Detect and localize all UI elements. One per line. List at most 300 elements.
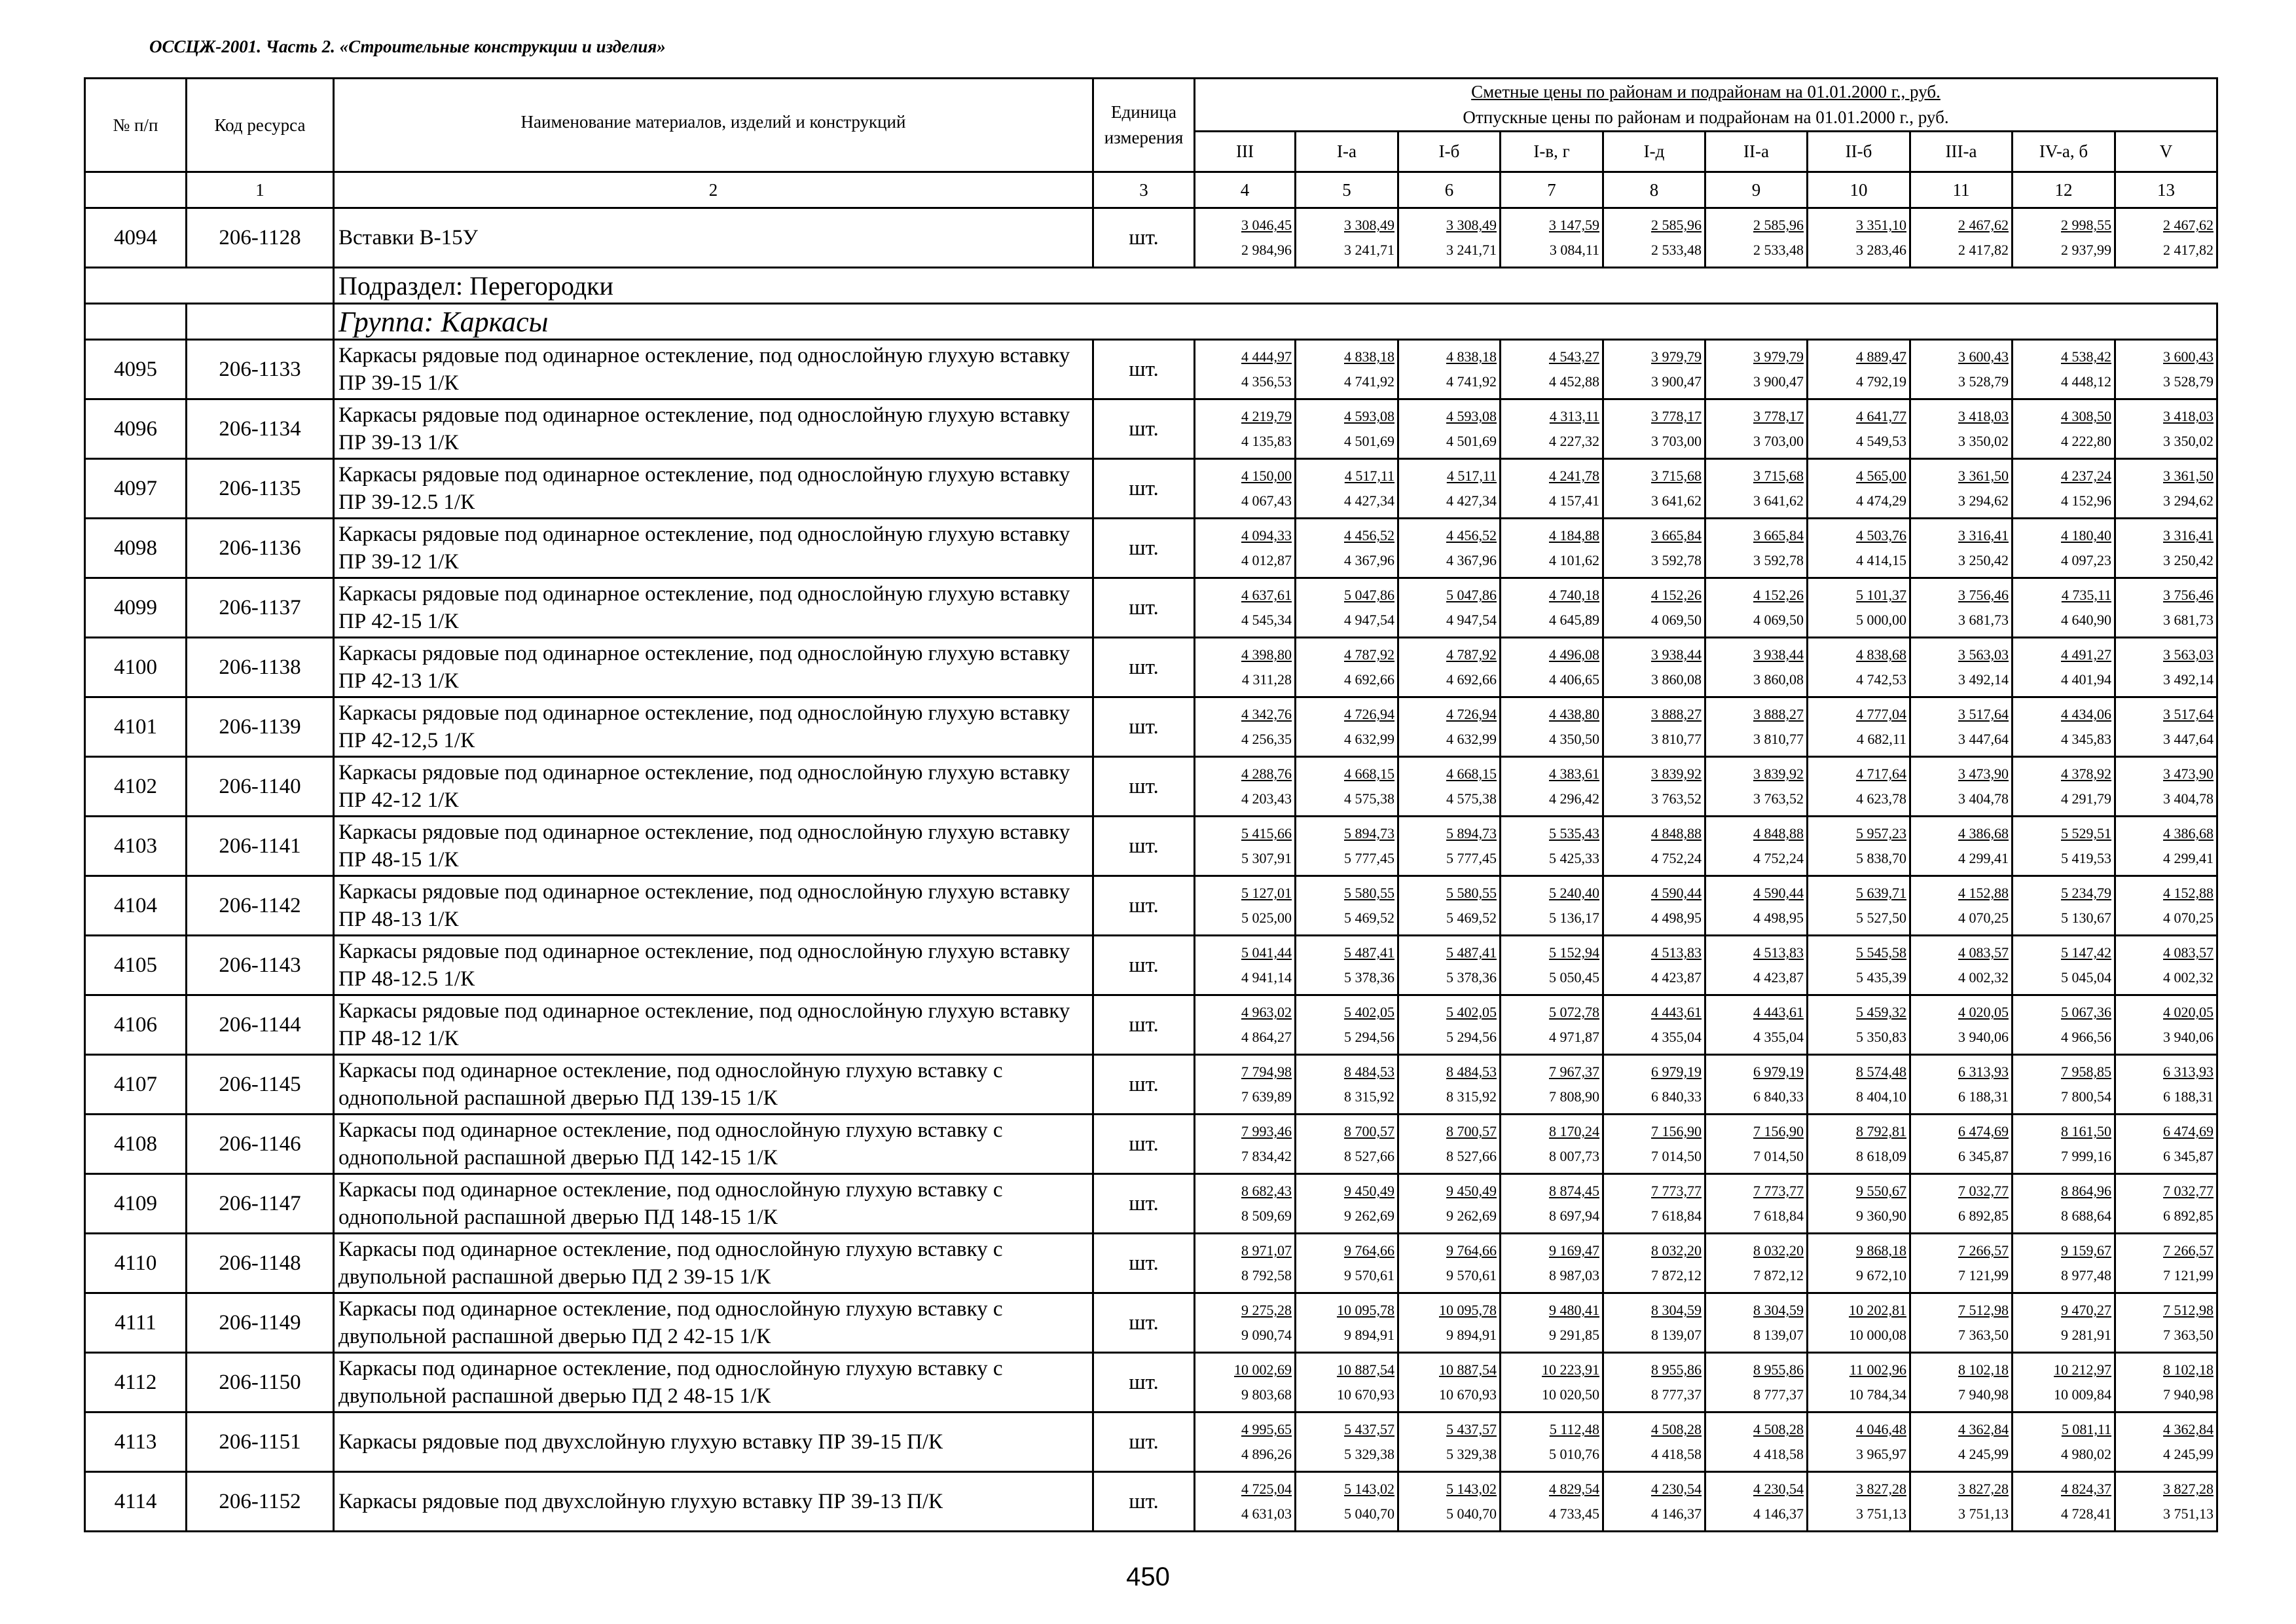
estimate-price: 5 067,36: [2061, 1004, 2111, 1021]
price-cell: [1195, 399, 1296, 459]
release-price: 5 378,36: [1344, 969, 1394, 986]
estimate-price: 5 580,55: [1344, 885, 1394, 902]
price-cell: [1808, 340, 1910, 399]
item-name: Вставки В-15У: [334, 208, 1093, 268]
row-number: 4107: [85, 1055, 187, 1115]
estimate-price: 9 159,67: [2061, 1242, 2111, 1259]
item-name: Каркасы под одинарное остекление, под однослойную глухую вставку с однопольной распашной дверью ПД 142-15 1/К: [334, 1115, 1093, 1174]
estimate-price: 4 383,61: [1549, 766, 1599, 783]
column-number: 2: [334, 172, 1093, 208]
estimate-price: 8 955,86: [1753, 1361, 1804, 1378]
price-cell: [2115, 1353, 2217, 1412]
resource-code: 206-1150: [187, 1353, 334, 1412]
estimate-price: 4 787,92: [1446, 646, 1497, 663]
estimate-price: 4 150,00: [1241, 468, 1292, 485]
price-cell: [1195, 578, 1296, 638]
price-cell: [1296, 519, 1398, 578]
price-cell: [1296, 757, 1398, 817]
price-cell: [1603, 1353, 1705, 1412]
release-price: 4 498,95: [1651, 910, 1702, 927]
estimate-price: 9 868,18: [1856, 1242, 1906, 1259]
release-price: 4 692,66: [1446, 671, 1497, 688]
estimate-price: 3 827,28: [1958, 1481, 2009, 1498]
resource-code: 206-1133: [187, 340, 334, 399]
price-cell: [1808, 1353, 1910, 1412]
release-price: 3 528,79: [1958, 373, 2009, 390]
release-price: 4 299,41: [1958, 850, 2009, 867]
release-price: 4 971,87: [1549, 1029, 1599, 1046]
estimate-price: 3 938,44: [1651, 646, 1702, 663]
estimate-price: 5 234,79: [2061, 885, 2111, 902]
release-price: 5 329,38: [1344, 1446, 1394, 1463]
estimate-price: 7 032,77: [1958, 1183, 2009, 1200]
estimate-price: 4 848,88: [1651, 825, 1702, 842]
estimate-price: 5 402,05: [1446, 1004, 1497, 1021]
release-price: 4 448,12: [2061, 373, 2111, 390]
release-price: 4 299,41: [2163, 850, 2214, 867]
price-cell: [1808, 459, 1910, 519]
estimate-price: 11 002,96: [1849, 1361, 1906, 1378]
table-row: [85, 208, 2217, 268]
table-row: [85, 1234, 2217, 1293]
document-header: ОССЦЖ-2001. Часть 2. «Строительные конструкции и изделия»: [149, 37, 666, 56]
release-price: 7 940,98: [2163, 1386, 2214, 1403]
estimate-price: 3 473,90: [1958, 766, 2009, 783]
estimate-price: 7 512,98: [1958, 1302, 2009, 1319]
row-number: 4099: [85, 578, 187, 638]
estimate-price: 2 998,55: [2061, 217, 2111, 234]
price-cell: [1705, 697, 1808, 757]
release-price: 4 203,43: [1241, 790, 1292, 807]
unit: шт.: [1093, 638, 1195, 697]
row-number: 4112: [85, 1353, 187, 1412]
release-price: 10 020,50: [1542, 1386, 1599, 1403]
estimate-price: 4 180,40: [2061, 527, 2111, 544]
release-price: 5 050,45: [1549, 969, 1599, 986]
price-cell: [1808, 1115, 1910, 1174]
release-price: 5 419,53: [2061, 850, 2111, 867]
release-price: 5 777,45: [1446, 850, 1497, 867]
price-cell: [1195, 995, 1296, 1055]
price-cell: [1398, 697, 1501, 757]
price-cell: [1910, 1174, 2013, 1234]
estimate-price: 10 212,97: [2054, 1361, 2111, 1378]
resource-code: 206-1143: [187, 936, 334, 995]
release-price: 3 751,13: [1958, 1505, 2009, 1522]
release-price: 4 296,42: [1549, 790, 1599, 807]
release-price: 4 291,79: [2061, 790, 2111, 807]
estimate-price: 5 459,32: [1856, 1004, 1906, 1021]
estimate-price: 3 316,41: [2163, 527, 2214, 544]
price-cell: [1808, 757, 1910, 817]
estimate-price: 5 152,94: [1549, 944, 1599, 961]
price-cell: [1195, 1234, 1296, 1293]
release-price: 4 947,54: [1344, 612, 1394, 629]
estimate-price: 7 512,98: [2163, 1302, 2214, 1319]
release-price: 6 188,31: [2163, 1088, 2214, 1105]
release-price: 9 360,90: [1856, 1208, 1906, 1225]
table-row: [85, 1055, 2217, 1115]
estimate-price: 10 887,54: [1337, 1361, 1394, 1378]
release-price: 4 501,69: [1446, 433, 1497, 450]
group-blank: [187, 304, 334, 340]
resource-code: 206-1137: [187, 578, 334, 638]
release-price: 7 872,12: [1651, 1267, 1702, 1284]
item-name: Каркасы под одинарное остекление, под однослойную глухую вставку с однопольной распашной дверью ПД 148-15 1/К: [334, 1174, 1093, 1234]
price-cell: [1195, 1412, 1296, 1472]
price-cell: [1603, 459, 1705, 519]
price-cell: [1501, 1412, 1603, 1472]
item-name: Каркасы рядовые под одинарное остекление, под однослойную глухую вставку ПР 48-12 1/К: [334, 995, 1093, 1055]
release-price: 6 188,31: [1958, 1088, 2009, 1105]
price-cell: [1910, 757, 2013, 817]
release-price: 4 067,43: [1241, 492, 1292, 509]
release-price: 6 892,85: [1958, 1208, 2009, 1225]
item-name: Каркасы под одинарное остекление, под однослойную глухую вставку с двупольной распашной дверью ПД 2 39-15 1/К: [334, 1234, 1093, 1293]
unit: шт.: [1093, 208, 1195, 268]
estimate-price: 3 517,64: [2163, 706, 2214, 723]
release-price: 4 575,38: [1344, 790, 1394, 807]
release-price: 5 040,70: [1446, 1505, 1497, 1522]
estimate-price: 5 240,40: [1549, 885, 1599, 902]
estimate-price: 4 496,08: [1549, 646, 1599, 663]
release-price: 7 121,99: [2163, 1267, 2214, 1284]
estimate-price: 8 864,96: [2061, 1183, 2111, 1200]
price-cell: [1398, 1174, 1501, 1234]
resource-code: 206-1149: [187, 1293, 334, 1353]
release-price: 5 435,39: [1856, 969, 1906, 986]
price-cell: [1603, 1234, 1705, 1293]
release-price: 4 311,28: [1241, 671, 1292, 688]
release-price: 3 763,52: [1651, 790, 1702, 807]
estimate-price: 4 443,61: [1753, 1004, 1804, 1021]
unit: шт.: [1093, 1234, 1195, 1293]
release-price: 10 784,34: [1849, 1386, 1906, 1403]
release-price: 3 447,64: [1958, 731, 2009, 748]
price-cell: [1705, 1472, 1808, 1532]
release-price: 9 262,69: [1344, 1208, 1394, 1225]
price-cell: [1296, 995, 1398, 1055]
release-price: 10 000,08: [1849, 1327, 1906, 1344]
price-cell: [1603, 1055, 1705, 1115]
price-cell: [1705, 399, 1808, 459]
unit: шт.: [1093, 697, 1195, 757]
estimate-price: 5 072,78: [1549, 1004, 1599, 1021]
resource-code: 206-1140: [187, 757, 334, 817]
release-price: 5 425,33: [1549, 850, 1599, 867]
estimate-price: 4 184,88: [1549, 527, 1599, 544]
price-cell: [1398, 459, 1501, 519]
release-price: 3 404,78: [2163, 790, 2214, 807]
estimate-price: 4 740,18: [1549, 587, 1599, 604]
price-cell: [1296, 1353, 1398, 1412]
table-row: [85, 459, 2217, 519]
estimate-price: 6 474,69: [2163, 1123, 2214, 1140]
release-price: 5 350,83: [1856, 1029, 1906, 1046]
unit: шт.: [1093, 876, 1195, 936]
price-cell: [2013, 399, 2115, 459]
estimate-price: 4 313,11: [1549, 408, 1599, 425]
price-cell: [1705, 340, 1808, 399]
price-cell: [1603, 995, 1705, 1055]
release-price: 5 294,56: [1344, 1029, 1394, 1046]
price-cell: [1195, 817, 1296, 876]
price-cell: [2115, 1174, 2217, 1234]
price-cell: [2013, 1412, 2115, 1472]
price-cell: [1501, 1293, 1603, 1353]
price-cell: [2013, 519, 2115, 578]
price-cell: [2115, 757, 2217, 817]
row-number: 4097: [85, 459, 187, 519]
price-cell: [1296, 1412, 1398, 1472]
estimate-price: 4 565,00: [1856, 468, 1906, 485]
price-cell: [1296, 817, 1398, 876]
price-cell: [1501, 459, 1603, 519]
release-price: 2 533,48: [1753, 242, 1804, 259]
price-cell: [1501, 638, 1603, 697]
release-price: 5 329,38: [1446, 1446, 1497, 1463]
release-price: 3 404,78: [1958, 790, 2009, 807]
price-cell: [1296, 1472, 1398, 1532]
price-cell: [1705, 519, 1808, 578]
estimate-price: 5 127,01: [1241, 885, 1292, 902]
header-num: № п/п: [85, 79, 187, 172]
release-price: 6 840,33: [1651, 1088, 1702, 1105]
price-cell: [1398, 578, 1501, 638]
release-price: 3 283,46: [1856, 242, 1906, 259]
release-price: 6 840,33: [1753, 1088, 1804, 1105]
estimate-price: 4 838,18: [1446, 348, 1497, 365]
estimate-price: 4 829,54: [1549, 1481, 1599, 1498]
price-cell: [1501, 340, 1603, 399]
section-blank: [85, 268, 187, 304]
price-cell: [1808, 936, 1910, 995]
release-price: 3 084,11: [1549, 242, 1599, 259]
estimate-price: 4 641,77: [1856, 408, 1906, 425]
table-row: [85, 1115, 2217, 1174]
price-cell: [1603, 578, 1705, 638]
estimate-price: 3 473,90: [2163, 766, 2214, 783]
release-price: 4 356,53: [1241, 373, 1292, 390]
estimate-price: 8 032,20: [1753, 1242, 1804, 1259]
price-cell: [2013, 459, 2115, 519]
release-price: 4 575,38: [1446, 790, 1497, 807]
table-row: [85, 1174, 2217, 1234]
resource-code: 206-1151: [187, 1412, 334, 1472]
release-price: 4 742,53: [1856, 671, 1906, 688]
page-number: 450: [1126, 1562, 1170, 1591]
estimate-price: 3 827,28: [2163, 1481, 2214, 1498]
price-cell: [1195, 1293, 1296, 1353]
price-cell: [1398, 1055, 1501, 1115]
price-cell: [1398, 876, 1501, 936]
estimate-price: 9 470,27: [2061, 1302, 2111, 1319]
estimate-price: 7 773,77: [1651, 1183, 1702, 1200]
release-price: 7 872,12: [1753, 1267, 1804, 1284]
release-price: 4 752,24: [1753, 850, 1804, 867]
price-cell: [1808, 519, 1910, 578]
release-price: 4 414,15: [1856, 552, 1906, 569]
price-cell: [2115, 876, 2217, 936]
release-price: 4 157,41: [1549, 492, 1599, 509]
release-price: 4 632,99: [1344, 731, 1394, 748]
estimate-price: 4 438,80: [1549, 706, 1599, 723]
release-price: 3 965,97: [1856, 1446, 1906, 1463]
row-number: 4100: [85, 638, 187, 697]
price-cell: [1398, 1234, 1501, 1293]
release-price: 9 570,61: [1446, 1267, 1497, 1284]
release-price: 5 307,91: [1241, 850, 1292, 867]
release-price: 3 350,02: [2163, 433, 2214, 450]
release-price: 3 294,62: [2163, 492, 2214, 509]
column-number-blank: [85, 172, 187, 208]
estimate-price: 4 593,08: [1446, 408, 1497, 425]
estimate-price: 3 600,43: [2163, 348, 2214, 365]
estimate-price: 2 467,62: [2163, 217, 2214, 234]
table-row: [85, 1412, 2217, 1472]
price-cell: [2115, 459, 2217, 519]
estimate-price: 4 995,65: [1241, 1421, 1292, 1438]
price-cell: [1296, 399, 1398, 459]
release-price: 3 810,77: [1651, 731, 1702, 748]
estimate-price: 2 585,96: [1651, 217, 1702, 234]
estimate-price: 5 580,55: [1446, 885, 1497, 902]
table-row: [85, 638, 2217, 697]
release-price: 5 838,70: [1856, 850, 1906, 867]
release-price: 4 549,53: [1856, 433, 1906, 450]
price-cell: [1705, 638, 1808, 697]
estimate-price: 7 967,37: [1549, 1063, 1599, 1080]
estimate-price: 9 480,41: [1549, 1302, 1599, 1319]
release-price: 5 378,36: [1446, 969, 1497, 986]
price-cell: [1501, 817, 1603, 876]
estimate-price: 7 266,57: [1958, 1242, 2009, 1259]
price-cell: [2013, 1293, 2115, 1353]
price-cell: [1603, 876, 1705, 936]
price-cell: [1296, 578, 1398, 638]
release-price: 4 733,45: [1549, 1505, 1599, 1522]
release-price: 4 864,27: [1241, 1029, 1292, 1046]
price-cell: [2013, 340, 2115, 399]
release-price: 8 007,73: [1549, 1148, 1599, 1165]
release-price: 4 501,69: [1344, 433, 1394, 450]
price-cell: [1296, 340, 1398, 399]
estimate-price: 6 313,93: [1958, 1063, 2009, 1080]
region-header: IV-а, б: [2013, 132, 2115, 172]
price-cell: [1808, 1472, 1910, 1532]
estimate-price: 8 955,86: [1651, 1361, 1702, 1378]
release-price: 2 533,48: [1651, 242, 1702, 259]
unit: шт.: [1093, 1472, 1195, 1532]
price-cell: [1501, 995, 1603, 1055]
estimate-price: 3 715,68: [1651, 468, 1702, 485]
estimate-price: 4 726,94: [1344, 706, 1394, 723]
item-name: Каркасы рядовые под одинарное остекление, под однослойную глухую вставку ПР 42-12 1/К: [334, 757, 1093, 817]
estimate-price: 4 717,64: [1856, 766, 1906, 783]
price-cell: [1296, 1174, 1398, 1234]
price-cell: [2115, 1412, 2217, 1472]
estimate-price: 4 725,04: [1241, 1481, 1292, 1498]
price-cell: [2013, 995, 2115, 1055]
release-price: 6 345,87: [2163, 1148, 2214, 1165]
price-cell: [2115, 578, 2217, 638]
estimate-price: 4 963,02: [1241, 1004, 1292, 1021]
estimate-price: 3 778,17: [1753, 408, 1804, 425]
release-price: 7 014,50: [1651, 1148, 1702, 1165]
estimate-price: 4 362,84: [1958, 1421, 2009, 1438]
price-cell: [2115, 817, 2217, 876]
estimate-price: 4 308,50: [2061, 408, 2111, 425]
estimate-price: 7 794,98: [1241, 1063, 1292, 1080]
estimate-price: 4 152,26: [1651, 587, 1702, 604]
release-price: 4 682,11: [1856, 731, 1906, 748]
resource-code: 206-1145: [187, 1055, 334, 1115]
unit: шт.: [1093, 1293, 1195, 1353]
estimate-price: 5 487,41: [1446, 944, 1497, 961]
table-row: [85, 697, 2217, 757]
estimate-price: 3 361,50: [2163, 468, 2214, 485]
table-row: [85, 876, 2217, 936]
estimate-price: 4 543,27: [1549, 348, 1599, 365]
estimate-price: 4 386,68: [1958, 825, 2009, 842]
price-cell: [2115, 697, 2217, 757]
resource-code: 206-1147: [187, 1174, 334, 1234]
section-blank: [187, 268, 334, 304]
release-price: 4 355,04: [1753, 1029, 1804, 1046]
release-price: 8 977,48: [2061, 1267, 2111, 1284]
estimate-price: 8 102,18: [2163, 1361, 2214, 1378]
price-cell: [1808, 399, 1910, 459]
release-price: 3 592,78: [1651, 552, 1702, 569]
estimate-price: 3 665,84: [1753, 527, 1804, 544]
release-price: 4 545,34: [1241, 612, 1292, 629]
column-number: 1: [187, 172, 334, 208]
release-price: 10 009,84: [2054, 1386, 2111, 1403]
estimate-price: 3 665,84: [1651, 527, 1702, 544]
price-cell: [1398, 340, 1501, 399]
row-number: 4105: [85, 936, 187, 995]
estimate-price: 9 169,47: [1549, 1242, 1599, 1259]
price-cell: [1501, 697, 1603, 757]
estimate-price: 4 590,44: [1753, 885, 1804, 902]
release-price: 3 241,71: [1344, 242, 1394, 259]
estimate-price: 4 083,57: [2163, 944, 2214, 961]
release-price: 3 940,06: [2163, 1029, 2214, 1046]
release-price: 5 777,45: [1344, 850, 1394, 867]
price-cell: [1296, 1234, 1398, 1293]
release-price: 4 423,87: [1651, 969, 1702, 986]
release-price: 8 697,94: [1549, 1208, 1599, 1225]
row-number: 4095: [85, 340, 187, 399]
estimate-price: 4 083,57: [1958, 944, 2009, 961]
estimate-price: 4 668,15: [1344, 766, 1394, 783]
estimate-price: 5 041,44: [1241, 944, 1292, 961]
price-cell: [1705, 1174, 1808, 1234]
release-price: 3 641,62: [1753, 492, 1804, 509]
release-price: 8 404,10: [1856, 1088, 1906, 1105]
unit: шт.: [1093, 1115, 1195, 1174]
estimate-price: 6 474,69: [1958, 1123, 2009, 1140]
price-cell: [1398, 519, 1501, 578]
release-price: 9 672,10: [1856, 1267, 1906, 1284]
estimate-price: 5 081,11: [2061, 1421, 2111, 1438]
estimate-price: 4 443,61: [1651, 1004, 1702, 1021]
estimate-price: 3 308,49: [1344, 217, 1394, 234]
estimate-price: 6 979,19: [1753, 1063, 1804, 1080]
price-cell: [1705, 208, 1808, 268]
price-cell: [1501, 936, 1603, 995]
item-name: Каркасы рядовые под одинарное остекление, под однослойную глухую вставку ПР 42-13 1/К: [334, 638, 1093, 697]
